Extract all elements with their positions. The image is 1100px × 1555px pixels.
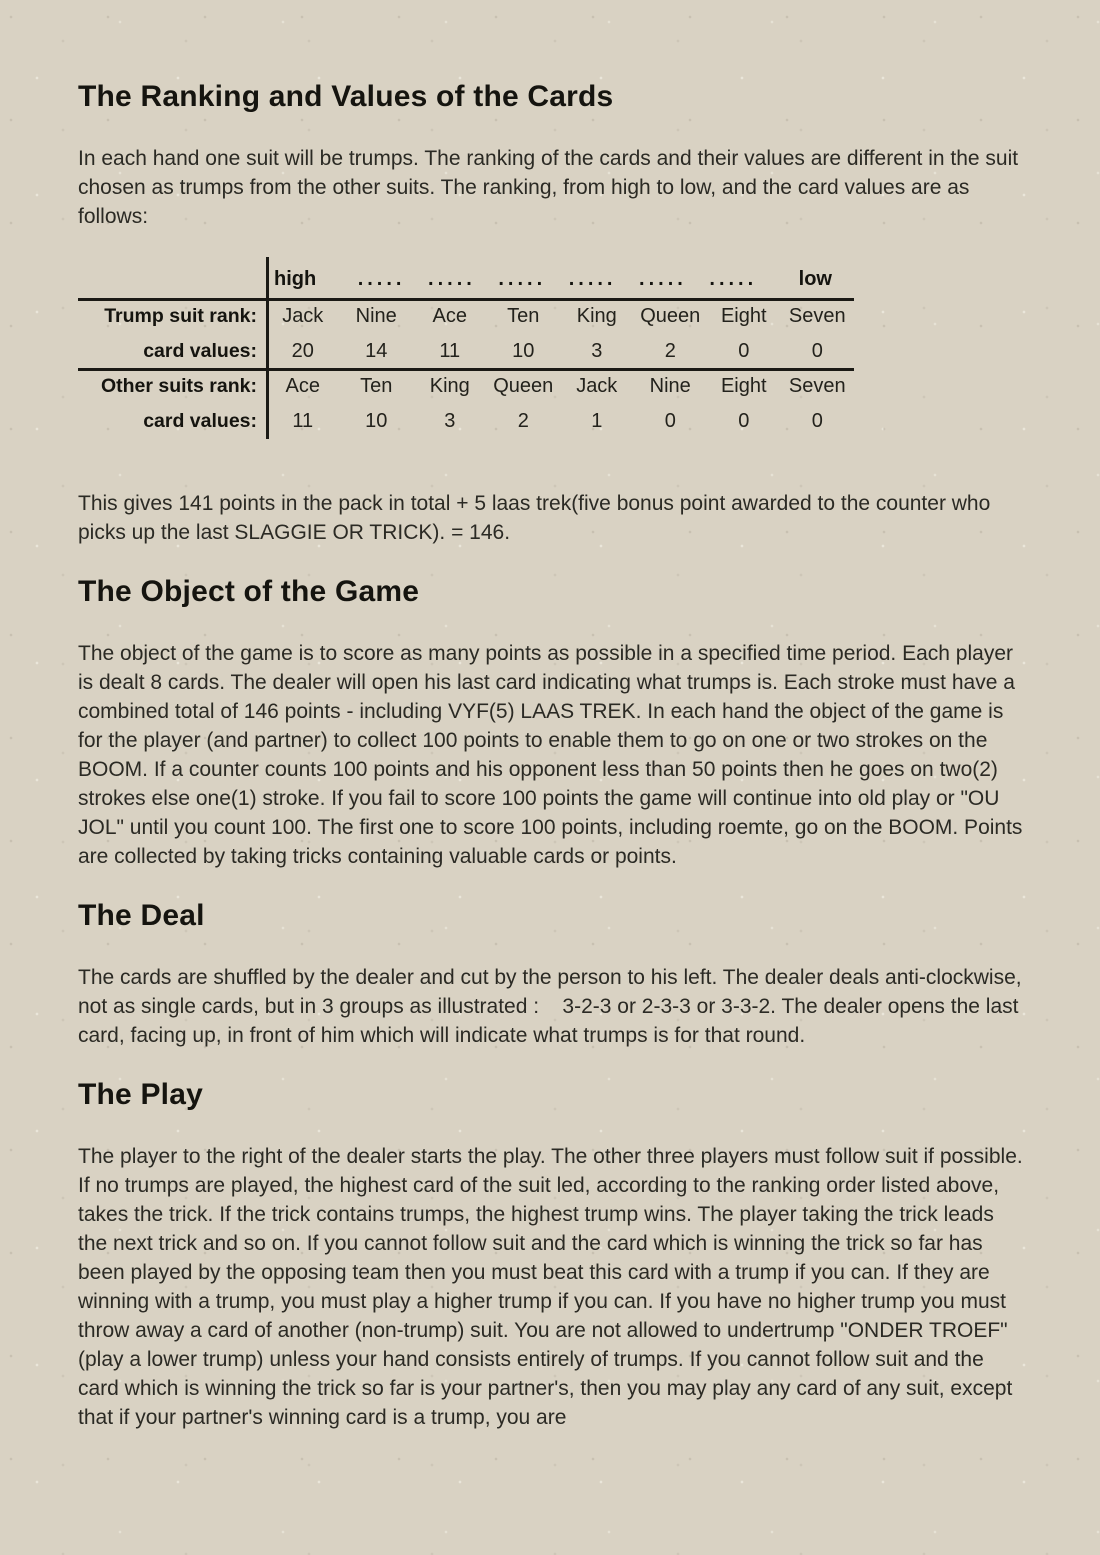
table-row-trump-values [82,334,854,369]
table-cell: Nine [355,305,397,327]
row-cells [266,410,854,433]
table-cell: 0 [664,410,676,432]
row-label: card values: [143,340,257,362]
table-cell: 3 [591,340,603,362]
table-cell: Ten [507,305,540,327]
deal-paragraph: The cards are shuffled by the dealer and cut by the person to his left. The dealer deals anti-clockwise, not as single cards, but in 3 groups as illustrated : 3-2-3 or 2-3-3 or 3-3-2. The dealer opens the last card, facing up, in front of him which will indicate what trumps is for that round. [78,966,1028,1047]
table-row-trump-rank [82,299,854,334]
table-cell: 11 [439,340,461,362]
table-vertical-divider [266,257,269,439]
object-paragraph: The object of the game is to score as many points as possible in a specified time period. Each player is dealt 8 cards. The dealer will open his last card indicating what trumps is. Each stroke must have a combined total of 146 points - including VYF(5) LAAS TREK. In each hand the object of the game is for the player (and partner) to collect 100 points to enable them to go on one or two strokes on the BOOM. If a counter counts 100 points and his opponent less than 50 points then he goes on two(2) strokes else one(1) stroke. If you fail to score 100 points the game will continue into old play or "OU JOL" until you count 100. The first one to score 100 points, including roemte, go on the BOOM. Points are collected by taking tricks containing valuable cards or points. [78,642,1029,868]
table-cell: 2 [517,410,529,432]
heading-play: The Play [78,1078,203,1111]
table-cell: 0 [811,340,823,362]
table-cell: 0 [811,410,823,432]
high-label: high [274,267,317,290]
table-cell: King [576,305,617,327]
table-cell: 0 [738,340,750,362]
heading-ranking: The Ranking and Values of the Cards [78,80,614,113]
table-cell: 14 [365,340,388,362]
table-cell: 0 [738,410,750,432]
table-cell: 11 [292,410,314,432]
dots-separator: ..... ..... ..... ..... ..... ..... [357,267,758,290]
table-row-other-values [82,404,854,439]
table-cell: Seven [788,375,846,397]
row-label: Trump suit rank: [104,305,257,327]
table-header-row [82,259,854,299]
table-cell: Eight [720,375,767,397]
row-label: card values: [143,410,257,432]
table-cell: Seven [788,305,846,327]
low-label: low [798,267,832,290]
table-cell: Jack [282,305,324,327]
table-row-other-rank [82,369,854,404]
table-cell: Queen [493,375,554,397]
intro-paragraph: In each hand one suit will be trumps. The ranking of the cards and their values are different in the suit chosen as trumps from the other suits. The ranking, from high to low, and the card values are as follows: [78,147,1024,228]
row-cells [266,305,854,328]
table-cell: 10 [365,410,388,432]
row-cells [266,375,854,398]
table-cell: Jack [576,375,618,397]
table-cell: 2 [664,340,676,362]
points-note-paragraph: This gives 141 points in the pack in total + 5 laas trek(five bonus point awarded to the counter who picks up the last SLAGGIE OR TRICK). = 146. [78,492,997,544]
heading-object: The Object of the Game [78,575,420,608]
table-rule-middle [78,368,854,371]
row-label: Other suits rank: [100,375,257,397]
table-cell: Ace [432,305,467,327]
table-cell: Queen [640,305,701,327]
header-cells [266,268,854,291]
table-cell: Eight [720,305,767,327]
row-cells [266,340,854,363]
ranking-table [82,259,854,439]
table-cell: 10 [512,340,535,362]
table-cell: Ten [360,375,393,397]
table-cell: King [429,375,470,397]
play-paragraph: The player to the right of the dealer starts the play. The other three players must follow suit if possible. If no trumps are played, the highest card of the suit led, according to the ranking order listed above, takes the trick. If the trick contains trumps, the highest trump wins. The player taking the trick leads the next trick and so on. If you cannot follow suit and the card which is winning the trick so far has been played by the opposing team then you must beat this card with a trump if you can. If they are winning with a trump, you must play a higher trump if you can. If you have no higher trump you must throw away a card of another (non-trump) suit. You are not allowed to undertrump "ONDER TROEF"(play a lower trump) unless your hand consists entirely of trumps. If you cannot follow suit and the card which is winning the trick so far is your partner's, then you may play any card of any suit, except that if your partner's winning card is a trump, you are [78,1145,1029,1429]
table-cell: 3 [444,410,456,432]
table-cell: 1 [591,410,603,432]
table-cell: 20 [291,340,314,362]
heading-deal: The Deal [78,899,205,932]
table-rule-top [78,298,854,301]
table-cell: Nine [649,375,691,397]
table-cell: Ace [285,375,320,397]
